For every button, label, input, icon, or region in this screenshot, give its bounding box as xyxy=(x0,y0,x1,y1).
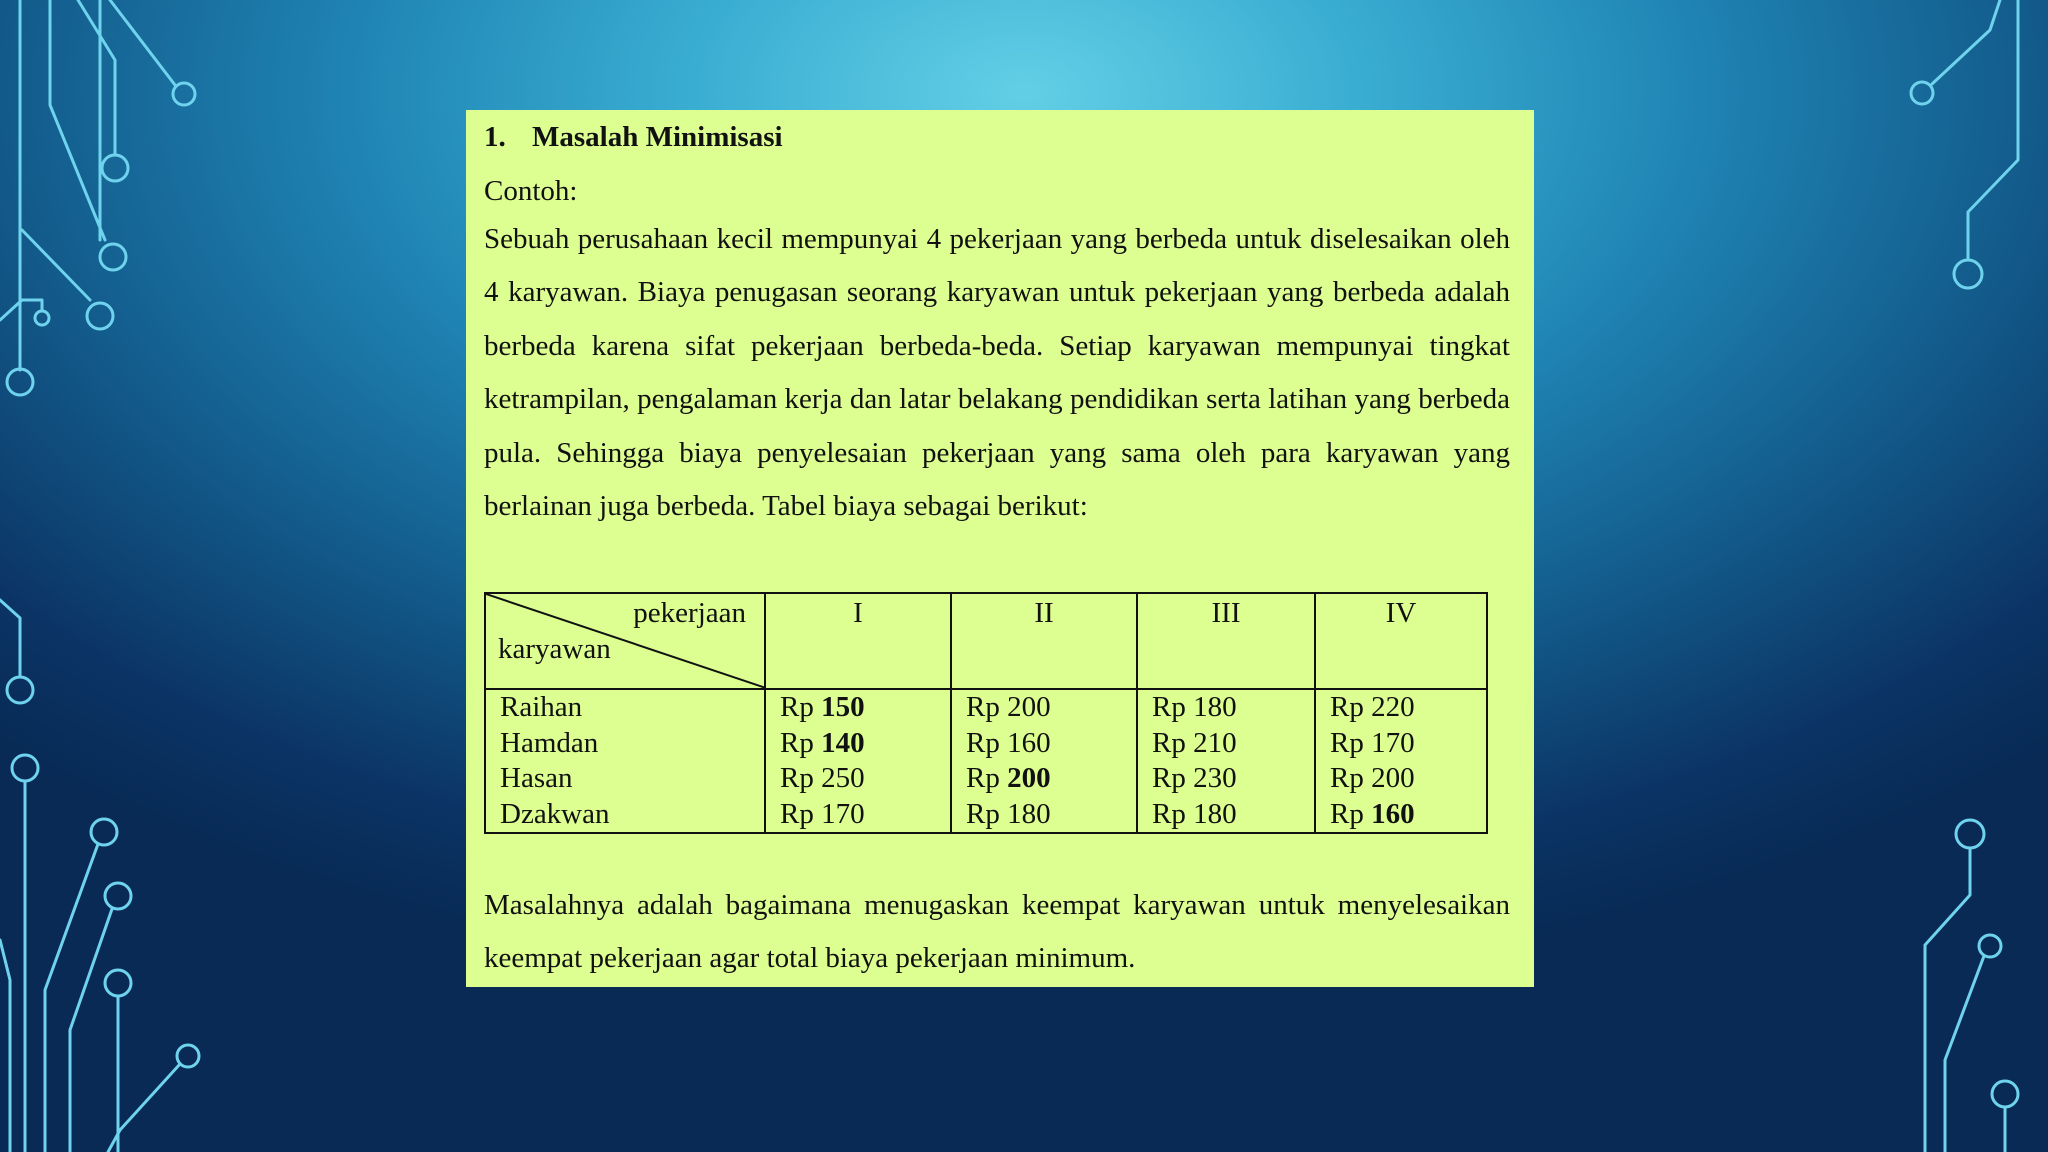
cost-amount: 200 xyxy=(1007,691,1051,723)
currency-label: Rp xyxy=(1330,726,1372,759)
cost-column-3 xyxy=(1137,689,1315,833)
cost-amount: 180 xyxy=(1193,691,1237,723)
cost-table xyxy=(484,592,1488,834)
currency-label: Rp xyxy=(1152,691,1194,723)
cost-amount: 170 xyxy=(1371,726,1415,759)
cost-value xyxy=(1330,797,1472,833)
currency-label: Rp xyxy=(966,797,1008,830)
cost-value xyxy=(966,726,1122,762)
currency-label: Rp xyxy=(780,691,822,723)
cost-amount: 200 xyxy=(1007,762,1051,794)
cost-column-2 xyxy=(951,689,1137,833)
currency-label: Rp xyxy=(1152,797,1194,830)
table-body-row xyxy=(485,689,1487,833)
cost-amount: 160 xyxy=(1007,726,1051,759)
circuit-bottom-left xyxy=(0,600,199,1152)
column-axis-label: pekerjaan xyxy=(633,597,746,629)
circuit-top-right xyxy=(1911,0,2018,288)
cost-value xyxy=(1330,726,1472,762)
circuit-top-left xyxy=(0,0,195,395)
currency-label: Rp xyxy=(1152,762,1194,794)
currency-label: Rp xyxy=(780,726,822,759)
cost-column-1 xyxy=(765,689,951,833)
employee-name: Dzakwan xyxy=(500,797,610,830)
cost-amount: 210 xyxy=(1193,726,1237,759)
currency-label: Rp xyxy=(966,726,1008,759)
cost-value xyxy=(966,761,1122,797)
problem-description: Sebuah perusahaan kecil mempunyai 4 pekerjaan yang berbeda untuk diselesaikan oleh 4 karyawan. Biaya penugasan seorang karyawan untuk pekerjaan yang berbeda adalah berbeda karena sifat pekerjaan berbeda-beda. Setiap karyawan mempunyai tingkat ketrampilan, pengalaman kerja dan latar belakang pendidikan serta latihan yang berbeda pula. Sehingga biaya penyelesaian pekerjaan yang sama oleh para karyawan yang berlainan juga berbeda. Tabel biaya sebagai berikut: xyxy=(484,223,1510,523)
cost-value xyxy=(780,797,936,833)
cost-value xyxy=(1152,797,1300,833)
currency-label: Rp xyxy=(1330,762,1372,794)
cost-amount: 230 xyxy=(1193,762,1237,794)
cost-value xyxy=(780,726,936,762)
column-header: I xyxy=(765,593,951,689)
content-panel xyxy=(466,110,1534,987)
cost-amount: 250 xyxy=(821,762,865,794)
cost-column-4 xyxy=(1315,689,1487,833)
cost-amount: 160 xyxy=(1371,797,1415,830)
cost-value xyxy=(966,690,1122,726)
column-header: II xyxy=(951,593,1137,689)
cost-value xyxy=(780,690,936,726)
section-number: 1. xyxy=(484,121,506,153)
cost-amount: 220 xyxy=(1371,691,1415,723)
employee-names-cell xyxy=(485,689,765,833)
row-axis-label: karyawan xyxy=(498,633,611,665)
cost-amount: 180 xyxy=(1193,797,1237,830)
cost-amount: 150 xyxy=(821,691,865,723)
currency-label: Rp xyxy=(1152,726,1194,759)
problem-statement: Masalahnya adalah bagaimana menugaskan keempat karyawan untuk menyelesaikan keempat pekerjaan agar total biaya pekerjaan minimum. xyxy=(484,889,1510,975)
currency-label: Rp xyxy=(780,797,822,830)
currency-label: Rp xyxy=(1330,797,1372,830)
cost-value xyxy=(1152,726,1300,762)
cost-amount: 140 xyxy=(821,726,865,759)
currency-label: Rp xyxy=(1330,691,1372,723)
cost-amount: 180 xyxy=(1007,797,1051,830)
corner-header-cell xyxy=(485,593,765,689)
example-label: Contoh: xyxy=(484,175,578,207)
employee-name: Hasan xyxy=(500,762,573,794)
cost-value xyxy=(1330,690,1472,726)
table-header-row xyxy=(485,593,1487,689)
section-heading xyxy=(484,112,783,162)
cost-value xyxy=(1330,761,1472,797)
currency-label: Rp xyxy=(966,691,1008,723)
circuit-bottom-right xyxy=(1925,820,2018,1152)
currency-label: Rp xyxy=(966,762,1008,794)
employee-name: Raihan xyxy=(500,691,583,723)
cost-value xyxy=(1152,690,1300,726)
currency-label: Rp xyxy=(780,762,822,794)
cost-amount: 200 xyxy=(1371,762,1415,794)
cost-value xyxy=(1152,761,1300,797)
column-header: III xyxy=(1137,593,1315,689)
employee-name: Hamdan xyxy=(500,726,599,759)
cost-amount: 170 xyxy=(821,797,865,830)
column-header: IV xyxy=(1315,593,1487,689)
section-title: Masalah Minimisasi xyxy=(532,121,783,153)
cost-value xyxy=(966,797,1122,833)
cost-value xyxy=(780,761,936,797)
